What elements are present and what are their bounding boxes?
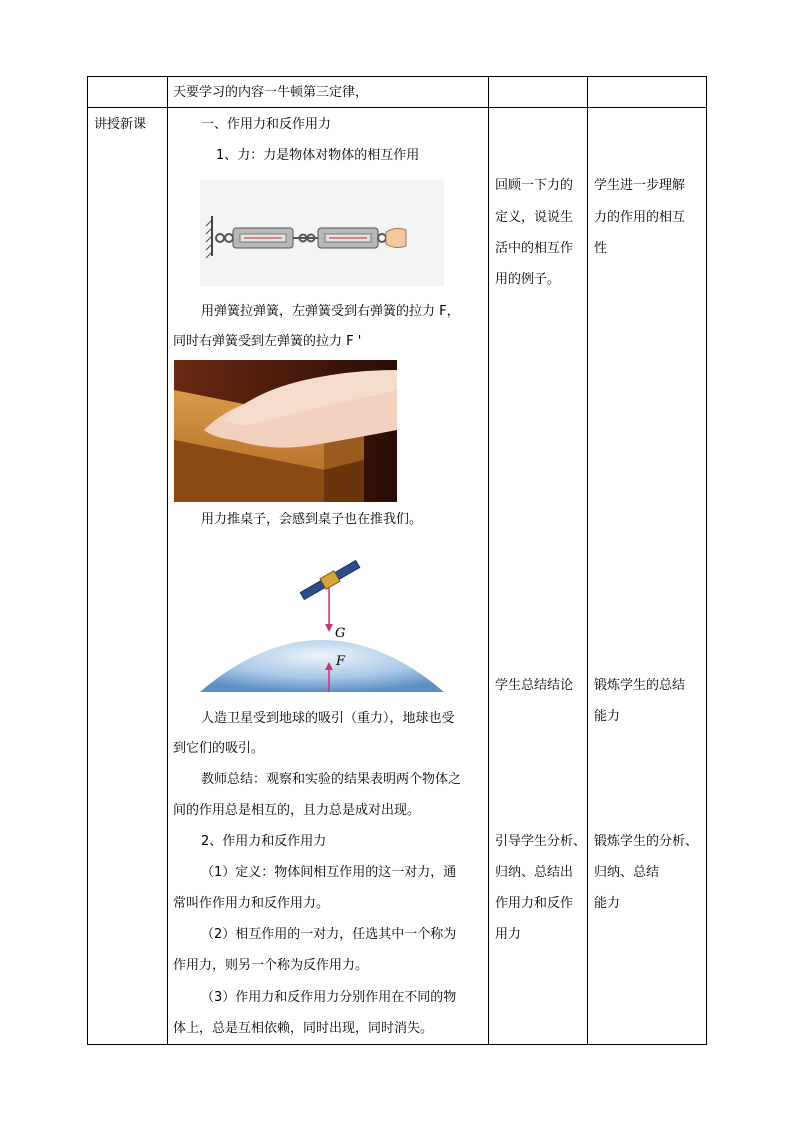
satellite-paragraph-line2: 到它们的吸引。 [173,741,265,756]
heading-action-reaction-2: 2、作用力和反作用力 [201,834,327,849]
desk-paragraph: 用力推桌子，会感到桌子也在推我们。 [201,512,423,527]
satellite-paragraph-line1: 人造卫星受到地球的吸引（重力），地球也受 [201,711,455,726]
heading-action-reaction: 一、作用力和反作用力 [201,117,332,132]
definition-3-line2: 体上，总是互相依赖，同时出现，同时消失。 [173,1021,434,1036]
spring-paragraph-line2: 同时右弹簧受到左弹簧的拉力 F ' [173,334,362,349]
definition-1-line1: （1）定义：物体间相互作用的这一对力，通 [201,865,457,880]
design-intent-c-line2: 归纳、总结 [594,865,660,880]
table-border-right [706,76,707,1045]
student-activity-c-line2: 归纳、总结出 [495,865,574,880]
definition-3-line1: （3）作用力和反作用力分别作用在不同的物 [201,990,457,1005]
table-col-divider-1 [167,76,168,1045]
table-border-bottom [87,1044,707,1045]
student-activity-a-line4: 用的例子。 [495,272,561,287]
table-row-divider [87,107,707,108]
student-activity-a-line2: 定义，说说生 [495,210,574,225]
row1-content: 天要学习的内容一牛顿第三定律， [173,85,369,100]
design-intent-a-line2: 力的作用的相互 [594,210,686,225]
student-activity-b-line1: 学生总结结论 [495,678,574,693]
teacher-summary-line2: 间的作用总是相互的，且力总是成对出现。 [173,803,421,818]
gravity-label-g: G [335,626,346,641]
design-intent-b-line2: 能力 [594,709,621,724]
design-intent-c-line3: 能力 [594,896,621,911]
desk-push-photo [174,360,397,502]
student-activity-c-line1: 引导学生分析、 [495,834,587,849]
student-activity-a-line1: 回顾一下力的 [495,178,574,193]
table-col-divider-3 [587,76,588,1045]
definition-1-line2: 常叫作作用力和反作用力。 [173,896,330,911]
table-col-divider-2 [488,76,489,1045]
spring-paragraph-line1: 用弹簧拉弹簧，左弹簧受到右弹簧的拉力 F， [201,304,460,319]
design-intent-a-line1: 学生进一步理解 [594,178,686,193]
satellite-earth-figure [200,548,444,692]
design-intent-b-line1: 锻炼学生的总结 [594,678,686,693]
student-activity-c-line3: 作用力和反作 [495,896,574,911]
teacher-summary-line1: 教师总结：观察和实验的结果表明两个物体之 [201,772,462,787]
table-border-top [87,76,707,77]
definition-2-line1: （2）相互作用的一对力，任选其中一个称为 [201,927,457,942]
design-intent-c-line1: 锻炼学生的分析、 [594,834,699,849]
student-activity-a-line3: 活中的相互作 [495,241,574,256]
definition-2-line2: 作用力，则另一个称为反作用力。 [173,958,369,973]
spring-scale-figure [200,180,444,286]
force-definition: 1、力：力是物体对物体的相互作用 [216,148,420,163]
student-activity-c-line4: 用力 [495,927,522,942]
design-intent-a-line3: 性 [594,241,608,256]
force-label-f: F [336,654,346,669]
table-border-left [87,76,88,1045]
stage-label: 讲授新课 [94,117,147,132]
